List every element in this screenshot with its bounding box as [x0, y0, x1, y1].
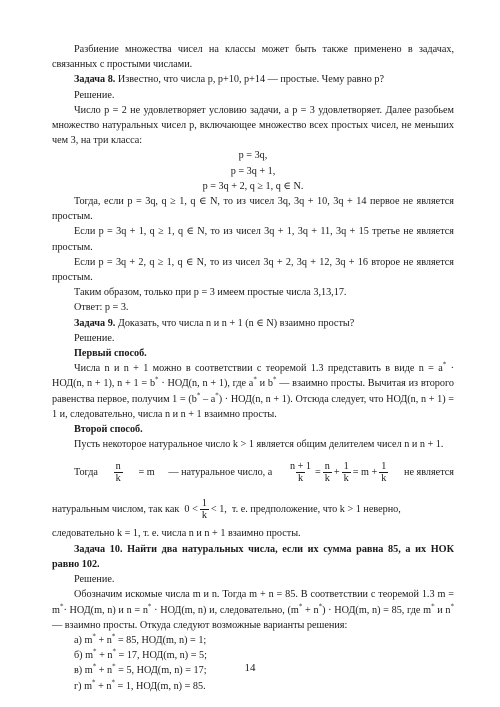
intro-paragraph: Разбиение множества чисел на классы может быть также применено в задачах, связанных с простыми числами. [52, 44, 454, 71]
task8-conclusion: Таким образом, только при p = 3 имеем простые числа 3,13,17. [74, 287, 347, 299]
task8-answer: Ответ: p = 3. [74, 302, 129, 314]
class-formula-3: p = 3q + 2, q ≥ 1, q ∈ N. [202, 180, 304, 192]
task8-paragraph: Число p = 2 не удовлетворяет условию задачи, а p = 3 удовлетворяет. Далее разобьем множество натуральных чисел p, включающее множество всех простых чисел, не меньших чем 3, на три класса: [52, 104, 454, 147]
list-item: г) m* + n* = 1, НОД(m, n) = 85. [74, 678, 206, 692]
page-content [52, 42, 454, 694]
task10-paragraph: Обозначим искомые числа m и n. Тогда m + n = 85. В соответствии с теоремой 1.3 m = m*· НОД(m, n) и n = n* · НОД(m, n) и, следовательно, (m* + n*) · НОД(m, n) = 85, где m* и n* — взаимно просты. Откуда следуют возможные варианты решения: [52, 589, 455, 631]
task9-title: Задача 9. [74, 317, 116, 329]
task8-statement: Задача 8. Известно, что числа p, p+10, p+14 — простые. Чему равно p? [74, 74, 385, 86]
task8-case-3: Если p = 3q + 2, q ≥ 1, q ∈ N, то из чисел 3q + 2, 3q + 12, 3q + 16 второе не является простым. [52, 256, 454, 284]
task8-case-1: Тогда, если p = 3q, q ≥ 1, q ∈ N, то из чисел 3q, 3q + 10, 3q + 14 первое не является простым. [52, 196, 454, 223]
inequality-line: натуральным числом, так как 0 < $\frac{1}{k}$ < 1, т. е. предположение, что k > 1 неверно, [52, 497, 401, 521]
list-item: а) m* + n* = 85, НОД(m, n) = 1; [74, 632, 207, 646]
method2-title: Второй способ. [74, 424, 143, 436]
list-item: в) m* + n* = 5, НОД(m, n) = 17; [74, 662, 207, 677]
fraction-n-over-k: $\frac{n}{k}$ [115, 460, 121, 484]
method1-title: Первый способ. [74, 348, 147, 360]
list-item: б) m* + n* = 17, НОД(m, n) = 5; [74, 647, 207, 662]
method2-conclusion: следовательно k = 1, т. е. числа n и n + 1 взаимно просты. [52, 528, 301, 540]
task10-statement: Задача 10. Найти два натуральных числа, если их сумма равна 85, а их НОК равно 102. [52, 543, 454, 570]
task8-title: Задача 8. [74, 74, 116, 86]
task10-solution-label: Решение. [74, 574, 115, 586]
method1-paragraph: Числа n и n + 1 можно в соответствии с теоремой 1.3 представить в виде n = a* · НОД(n, n + 1), n + 1 = b* · НОД(n, n + 1), где a* и b* — взаимно просты. Вычитая из второго равенства первое, получим 1 = (b* – a*) · НОД(n, n + 1). Отсюда следует, что НОД(n, n + 1) = 1 и, следовательно, числа n и n + 1 взаимно просты. [52, 360, 454, 420]
task9-statement: Задача 9. Доказать, что числа n и n + 1 (n ∈ N) взаимно просты? [74, 317, 355, 329]
page-number: 14 [244, 662, 256, 674]
task9-solution-label: Решение. [74, 332, 115, 344]
task8-solution-label: Решение. [74, 89, 115, 101]
task10-title: Задача 10. [74, 543, 123, 555]
fraction-equation-line: Тогда $\frac{n}{k}$ = m — натуральное число, а $\frac{n + 1}{k}$ = $\frac{n}{k}$ + $\frac{1}{k}$ = m + $\frac{1}{k}$ не является [74, 460, 454, 484]
class-formula-1: p = 3q, [238, 150, 268, 162]
task8-case-2: Если p = 3q + 1, q ≥ 1, q ∈ N, то из чисел 3q + 1, 3q + 11, 3q + 15 третье не является простым. [52, 226, 454, 253]
fraction-expression: $\frac{n + 1}{k}$ = $\frac{n}{k}$ + $\frac{1}{k}$ = m + $\frac{1}{k}$ [289, 460, 387, 484]
fraction-one-over-k: $\frac{1}{k}$ [201, 497, 207, 521]
method2-paragraph: Пусть некоторое натуральное число k > 1 является общим делителем чисел n и n + 1. [74, 439, 444, 451]
class-formula-2: p = 3q + 1, [230, 165, 276, 177]
